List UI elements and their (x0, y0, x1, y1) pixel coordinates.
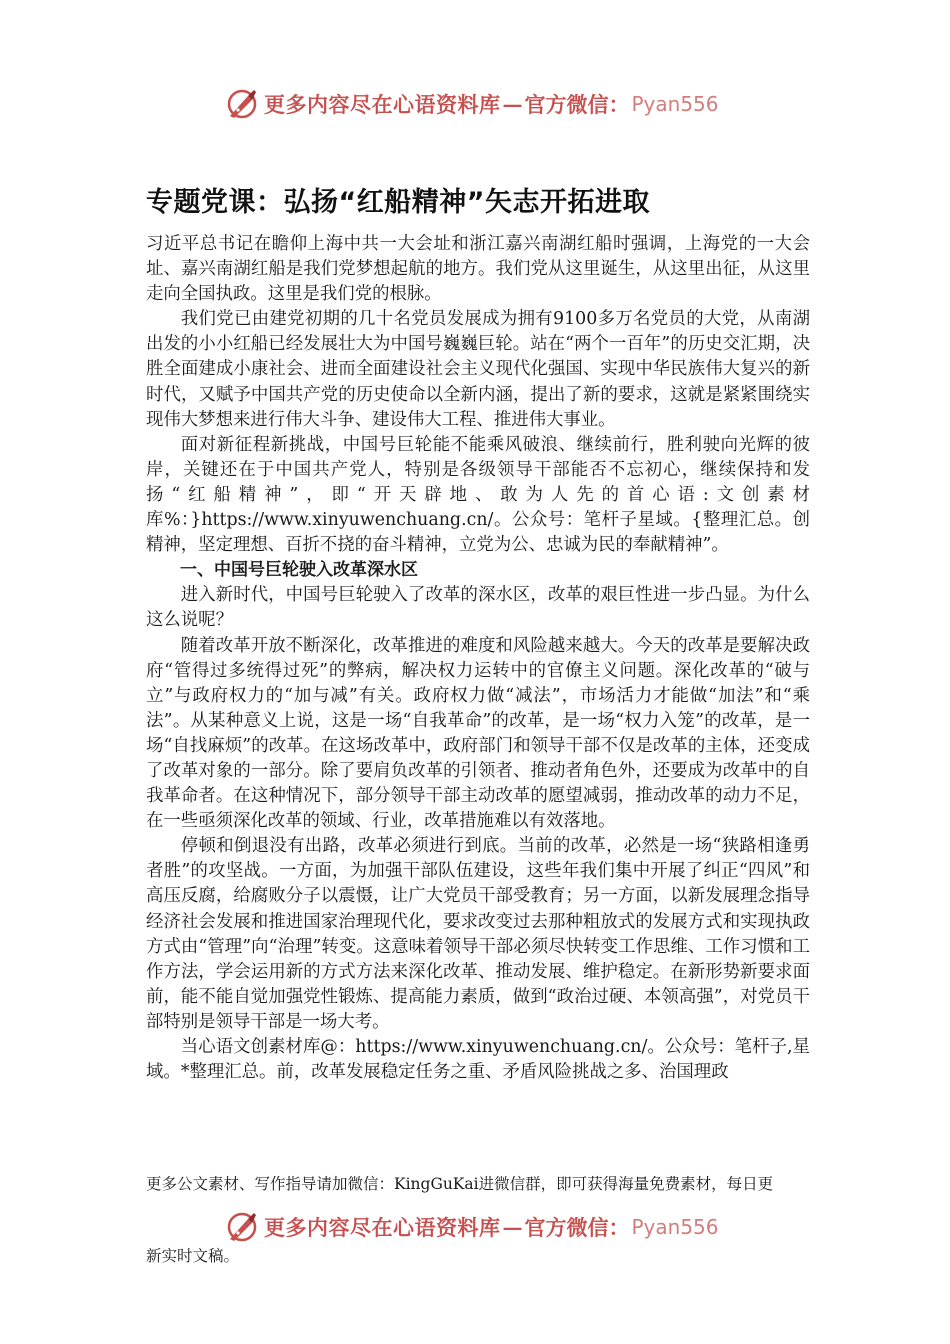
paragraph-no-retreat: 停顿和倒退没有出路，改革必须进行到底。当前的改革，必然是一场“狭路相逢勇者胜”的攻坚战。一方面，为加强干部队伍建设，这些年我们集中开展了纠正“四风”和高压反腐，给腐败分子以震慑，让广大党员干部受教育；另一方面，以新发展理念指导经济社会发展和推进国家治理现代化，要求改变过去那种粗放式的发展方式和实现执政方式由“管理”向“治理”转变。这意味着领导干部必须尽快转变工作思维、工作习惯和工作方法，学会运用新的方式方法来深化改革、推动发展、维护稳定。在新形势新要求面前，能不能自觉加强党性锻炼、提高能力素质，做到“政治过硬、本领高强”，对党员干部特别是领导干部是一场大考。 (146, 836, 810, 1032)
banner-main-text: 更多内容尽在心语资料库 (264, 92, 501, 117)
banner-wechat-id: Pyan556 (631, 92, 719, 116)
paragraph-intro: 习近平总书记在瞻仰上海中共一大会址和浙江嘉兴南湖红船时强调，上海党的一大会址、嘉兴南湖红船是我们党梦想起航的地方。我们党从这里诞生，从这里出征，从这里走向全国执政。这里是我们党的根脉。 (146, 234, 810, 305)
banner-sub-text: 官方微信： (524, 1215, 630, 1240)
paragraph-reform-difficulty: 随着改革开放不断深化，改革推进的难度和风险越来越大。今天的改革是要解决政府“管得过多统得过死”的弊病，解决权力运转中的官僚主义问题。深化改革的“破与立”与政府权力的“加与减”有关。政府权力做“减法”，市场活力才能做“加法”和“乘法”。从某种意义上说，这是一场“自我革命”的改革，是一场“权力入笼”的改革，是一场“自找麻烦”的改革。在这场改革中，政府部门和领导干部不仅是改革的主体，还变成了改革对象的一部分。除了要肩负改革的引领者、推动者角色外，还要成为改革中的自我革命者。在这种情况下，部分领导干部主动改革的愿望减弱，推动改革的动力不足，在一些亟须深化改革的领域、行业，改革措施难以有效落地。 (146, 635, 810, 832)
banner-dash: — (502, 92, 523, 116)
footer-promo-tail: 新实时文稿。 (146, 1247, 240, 1265)
document-title: 专题党课：弘扬“红船精神”矢志开拓进取 (146, 187, 650, 218)
watermark-banner-top (224, 86, 719, 122)
banner-sub-text: 官方微信： (524, 92, 630, 117)
pen-nib-logo-icon (224, 86, 260, 122)
paragraph-new-challenges: 面对新征程新挑战，中国号巨轮能不能乘风破浪、继续前行，胜利驶向光辉的彼岸，关键还在于中国共产党人，特别是各级领导干部能否不忘初心，继续保持和发扬“红船精神”，即“开天辟地、敢为人先的首心语:文创素材库%：}https://www.xinyuwenchuang.cn/。公众号：笔杆子星域。{整理汇总。创精神，坚定理想、百折不挠的奋斗精神，立党为公、忠诚为民的奉献精神”。 (146, 434, 810, 556)
footer-promo-line: 更多公文素材、写作指导请加微信：KingGuKai进微信群，即可获得海量免费素材，每日更 (146, 1175, 774, 1193)
paragraph-deep-water: 进入新时代，中国号巨轮驶入了改革的深水区，改革的艰巨性进一步凸显。为什么这么说呢？ (146, 585, 810, 631)
document-body (146, 232, 810, 1085)
paragraph-current-tasks: 当心语文创素材库@：https://www.xinyuwenchuang.cn/。公众号：笔杆子,星域。*整理汇总。前，改革发展稳定任务之重、矛盾风险挑战之多、治国理政 (146, 1037, 810, 1083)
banner-wechat-id: Pyan556 (631, 1215, 719, 1239)
pen-nib-logo-icon (224, 1209, 260, 1245)
section-heading-1: 一、中国号巨轮驶入改革深水区 (180, 560, 418, 581)
paragraph-party-growth: 我们党已由建党初期的几十名党员发展成为拥有9100多万名党员的大党，从南湖出发的小小红船已经发展壮大为中国号巍巍巨轮。站在“两个一百年”的历史交汇期，决胜全面建成小康社会、进而全面建设社会主义现代化强国、实现中华民族伟大复兴的新时代，又赋予中国共产党的历史使命以全新内涵，提出了新的要求，这就是紧紧围绕实现伟大梦想来进行伟大斗争、建设伟大工程、推进伟大事业。 (146, 309, 810, 430)
banner-dash: — (502, 1215, 523, 1239)
banner-main-text: 更多内容尽在心语资料库 (264, 1215, 501, 1240)
watermark-banner-bottom (224, 1209, 719, 1245)
